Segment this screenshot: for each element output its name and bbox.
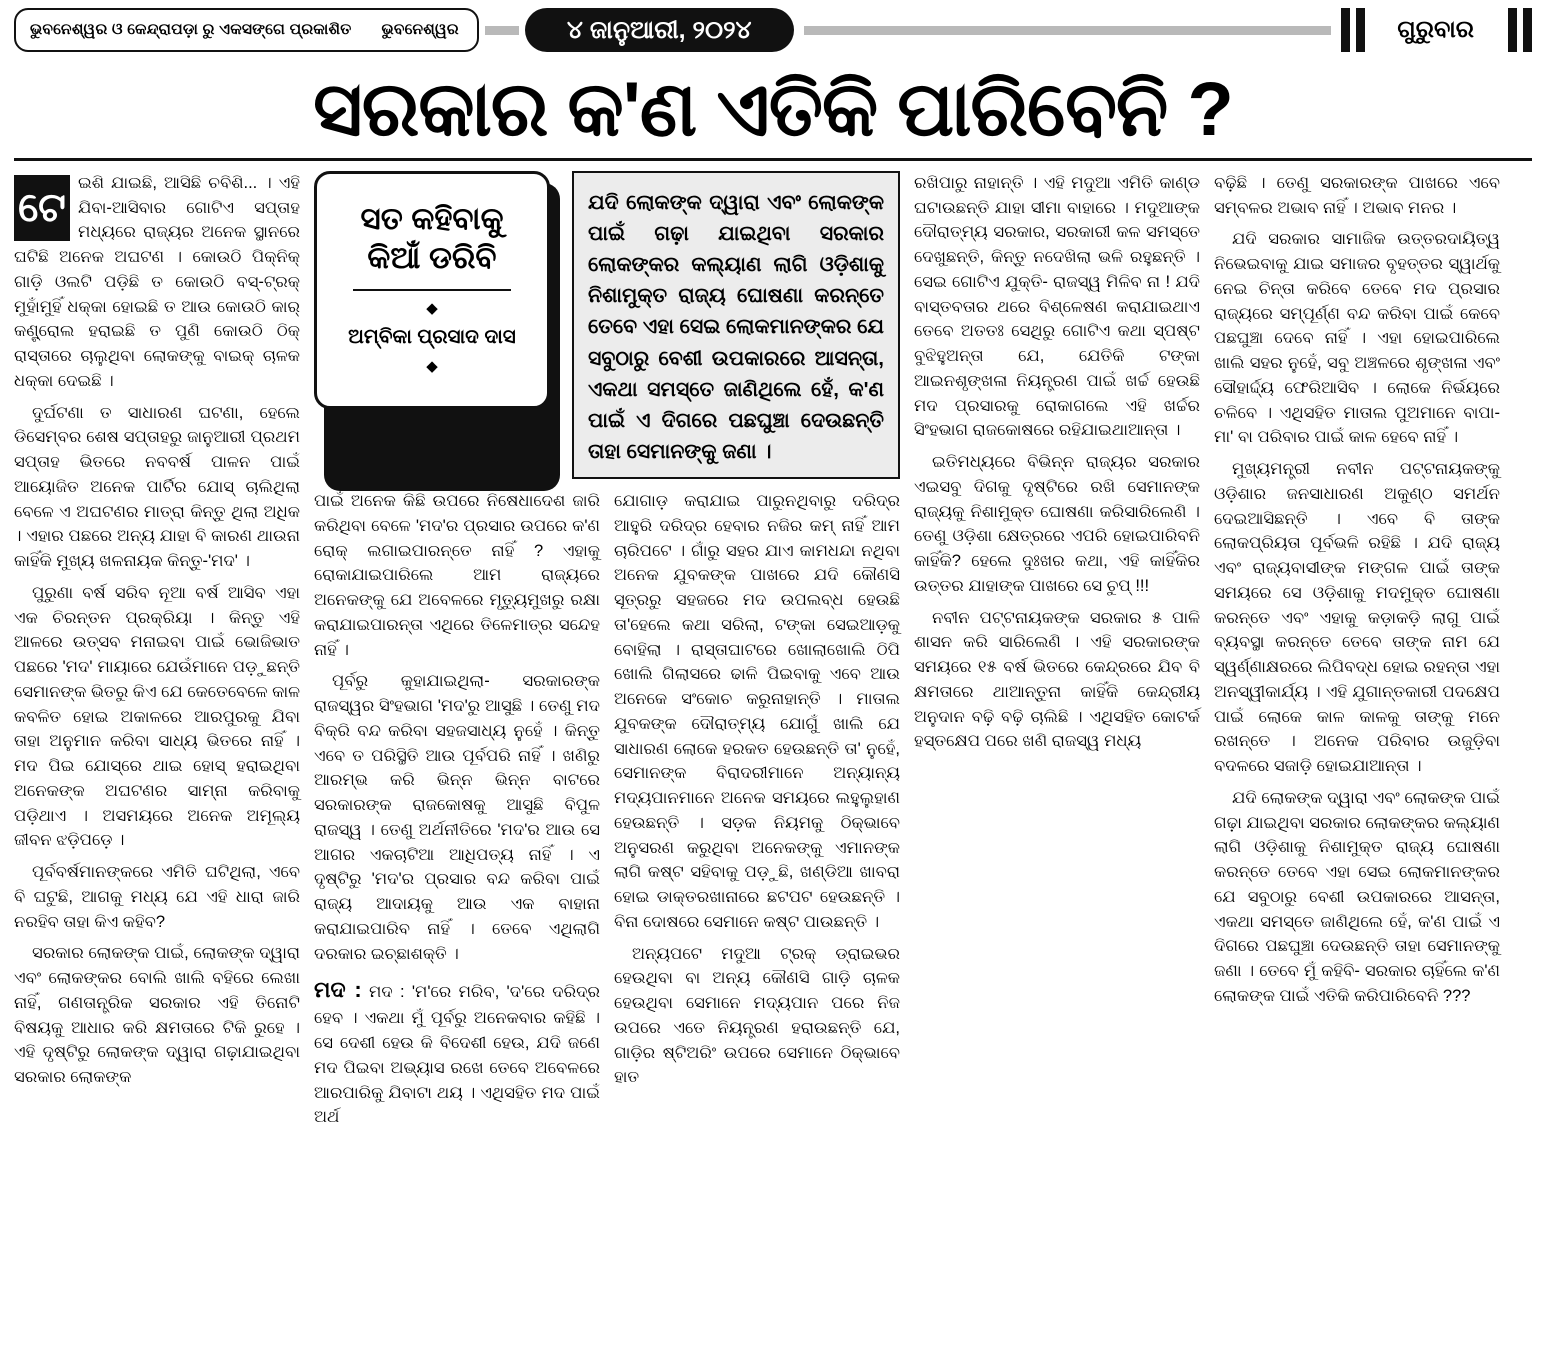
masthead-city: ଭୁବନେଶ୍ୱର bbox=[381, 21, 459, 38]
byline-wrapper bbox=[314, 171, 562, 479]
article-body bbox=[14, 171, 1532, 1301]
article-column-2 bbox=[314, 489, 600, 1137]
feature-header bbox=[314, 171, 900, 479]
paragraph: ମୁଖ୍ୟମନ୍ତ୍ରୀ ନବୀନ ପଟ୍ଟନାୟକଙ୍କୁ ଓଡ଼ିଶାର ଜନସାଧାରଣ ଅକୁଣ୍ଠ ସମର୍ଥନ ଦେଇଆସିଛନ୍ତି । ଏବେ ବି ତାଙ୍କ ଲୋକପ୍ରିୟତା ପୂର୍ବଭଳି ରହିଛି । ଯଦି ରାଜ୍ୟ ଏବଂ ରାଜ୍ୟବାସୀଙ୍କ ମଙ୍ଗଳ ପାଇଁ ତାଙ୍କ ସମୟରେ ସେ ଓଡ଼ିଶାକୁ ମଦମୁକ୍ତ ଘୋଷଣା କରନ୍ତେ ଏବଂ ଏହାକୁ କଡ଼ାକଡ଼ି ଲାଗୁ ପାଇଁ ବ୍ୟବସ୍ଥା କରନ୍ତେ ତେବେ ତାଙ୍କ ନାମ ଯେ ସ୍ୱର୍ଣ୍ଣାକ୍ଷରରେ ଲିପିବଦ୍ଧ ହୋଇ ରହନ୍ତା ଏହା ଅନସ୍ୱୀକାର୍ଯ୍ୟ । ଏହି ଯୁଗାନ୍ତକାରୀ ପଦକ୍ଷେପ ପାଇଁ ଲୋକେ କାଳ କାଳକୁ ତାଙ୍କୁ ମନେ ରଖନ୍ତେ । ଅନେକ ପରିବାର ଉଜୁଡ଼ିବା ବଦଳରେ ସଜାଡ଼ି ହୋଇଯାଆନ୍ତା । bbox=[1214, 460, 1500, 776]
paragraph: ସରକାର ଲୋକଙ୍କ ପାଇଁ, ଲୋକଙ୍କ ଦ୍ୱାରା ଏବଂ ଲୋକଙ୍କର ବୋଲି ଖାଲି ବହିରେ ଲେଖା ନାହିଁ, ଗଣତାନ୍ତ୍ରିକ ସରକାର ଏହି ତିନୋଟି ବିଷୟକୁ ଆଧାର କରି କ୍ଷମତାରେ ଟିକି ରୁହେ । ଏହି ଦୃଷ୍ଟିରୁ ଲୋକଙ୍କ ଦ୍ୱାରା ଗଢ଼ାଯାଇଥିବା ସରକାର ଲୋକଙ୍କ bbox=[14, 944, 300, 1087]
masthead-publication-text: ଭୁବନେଶ୍ୱର ଓ କେନ୍ଦ୍ରାପଡ଼ା ରୁ ଏକସଙ୍ଗେ ପ୍ରକାଶିତ bbox=[30, 21, 352, 38]
paragraph: ପୂର୍ବରୁ କୁହାଯାଇଥିଲା- ସରକାରଙ୍କ ରାଜସ୍ୱର ସିଂହଭାଗ 'ମଦ'ରୁ ଆସୁଛି । ତେଣୁ ମଦ ବିକ୍ରି ବନ୍ଦ କରିବା ସହଜସାଧ୍ୟ ନୁହେଁ । କିନ୍ତୁ ଏବେ ତ ପରିସ୍ଥିତି ଆଉ ପୂର୍ବପରି ନାହିଁ । ଖଣିରୁ ଆରମ୍ଭ କରି ଭିନ୍ନ ଭିନ୍ନ ବାଟରେ ସରକାରଙ୍କ ରାଜକୋଷକୁ ଆସୁଛି ବିପୁଳ ରାଜସ୍ୱ । ତେଣୁ ଅର୍ଥନୀତିରେ 'ମଦ'ର ଆଉ ସେ ଆଗର ଏକଚାଟିଆ ଆଧିପତ୍ୟ ନାହିଁ । ଏ ଦୃଷ୍ଟିରୁ 'ମଦ'ର ପ୍ରସାର ବନ୍ଦ କରିବା ପାଇଁ ରାଜ୍ୟ ଆଦାୟକୁ ଆଉ ଏକ ବାହାନା କରାଯାଇପାରିବ ନାହିଁ । ତେବେ ଏଥିଲାଗି ଦରକାର ଇଚ୍ଛାଶକ୍ତି । bbox=[314, 672, 600, 963]
masthead-date: ୪ ଜାନୁଆରୀ, ୨୦୨୪ bbox=[525, 8, 794, 52]
paragraph: ରଖିପାରୁ ନାହାନ୍ତି । ଏହି ମଦୁଆ ଏମିତି କାଣ୍ଡ ଘଟାଉଛନ୍ତି ଯାହା ସୀମା ବାହାରେ । ମଦୁଆଙ୍କ ଦୌରାତ୍ମ୍ୟ ସରକାର, ସରକାରୀ କଳ ସମସ୍ତେ ଦେଖୁଛନ୍ତି, କିନ୍ତୁ ନଦେଖିଲା ଭଳି ରହୁଛନ୍ତି । ସେଇ ଗୋଟିଏ ଯୁକ୍ତି- ରାଜସ୍ୱ ମିଳିବ ନା ! ଯଦି ବାସ୍ତବତାର ଥରେ ବିଶ୍ଳେଷଣ କରାଯାଇଥାଏ ତେବେ ଅତତଃ ସେଥିରୁ ଗୋଟିଏ କଥା ସ୍ପଷ୍ଟ ବୁଝିହୁଅନ୍ତା ଯେ, ଯେତିକି ଟଙ୍କା ଆଇନଶୃଙ୍ଖଳା ନିୟନ୍ତ୍ରଣ ପାଇଁ ଖର୍ଚ୍ଚ ହେଉଛି ମଦ ପ୍ରସାରକୁ ରୋକାଗଲେ ଏହି ଖର୍ଚ୍ଚର ସିଂହଭାଗ ରାଜକୋଷରେ ରହିଯାଇଥାଆନ୍ତା । bbox=[914, 173, 1200, 440]
article-column-5 bbox=[1214, 171, 1500, 1301]
paragraph-text: ମଦ : 'ମ'ରେ ମରିବ, 'ଦ'ରେ ଦରିଦ୍ର ହେବ । ଏକଥା ମୁଁ ପୂର୍ବରୁ ଅନେକବାର କହିଛି । ସେ ଦେଶୀ ହେଉ କି ବିଦେଶୀ ହେଉ, ଯଦି ଜଣେ ମଦ ପିଇବା ଅଭ୍ୟାସ ରଖେ ତେବେ ଅବେଳରେ ଆରପାରିକୁ ଯିବାଟା ଥୟ । ଏଥିସହିତ ମଦ ପାଇଁ ଅର୍ଥ bbox=[314, 983, 600, 1127]
article-column-1 bbox=[14, 171, 300, 1301]
paragraph: ଯଦି ଲୋକଙ୍କ ଦ୍ୱାରା ଏବଂ ଲୋକଙ୍କ ପାଇଁ ଗଢ଼ା ଯାଇଥିବା ସରକାର ଲୋକଙ୍କର କଲ୍ୟାଣ ଲାଗି ଓଡ଼ିଶାକୁ ନିଶାମୁକ୍ତ ରାଜ୍ୟ ଘୋଷଣା କରନ୍ତେ ତେବେ ଏହା ସେଇ ଲୋକମାନଙ୍କର ଯେ ସବୁଠାରୁ ବେଶୀ ଉପକାରରେ ଆସନ୍ତା, ଏକଥା ସମସ୍ତେ ଜାଣିଥିଲେ ହେଁ, କ'ଣ ପାଇଁ ଏ ଦିଗରେ ପଛଘୁଞ୍ଚା ଦେଉଛନ୍ତି ତାହା ସେମାନଙ୍କୁ ଜଣା । ତେବେ ମୁଁ କହିବି- ସରକାର ଚାହିଁଲେ କ'ଣ ଲୋକଙ୍କ ପାଇଁ ଏତିକି କରିପାରିବେନି ??? bbox=[1214, 788, 1500, 1005]
masthead-bar-4 bbox=[1523, 8, 1532, 52]
paragraph: ଦୁର୍ଘଟଣା ତ ସାଧାରଣ ଘଟଣା, ହେଲେ ଡିସେମ୍ବର ଶେଷ ସପ୍ତାହରୁ ଜାନୁଆରୀ ପ୍ରଥମ ସପ୍ତାହ ଭିତରେ ନବବର୍ଷ ପାଳନ ପାଇଁ ଆୟୋଜିତ ଅନେକ ପାର୍ଟିର ଯୋସ୍ ଚାଲିଥିଲା ବେଳେ ଏ ଅଘଟଣର ମାତ୍ରା କିନ୍ତୁ ଥିଲା ଅଧିକ । ଏହାର ପଛରେ ଅନ୍ୟ ଯାହା ବି କାରଣ ଥାଉନା କାହିଁକି ମୁଖ୍ୟ ଖଳନାୟକ କିନ୍ତୁ-'ମଦ' । bbox=[14, 403, 300, 571]
byline-divider-top bbox=[353, 289, 511, 291]
masthead-bars-right bbox=[1508, 8, 1532, 52]
paragraph: ନବୀନ ପଟ୍ଟନାୟକଙ୍କ ସରକାର ୫ ପାଳି ଶାସନ କରି ସାରିଲେଣି । ଏହି ସରକାରଙ୍କ ସମୟରେ ୧୫ ବର୍ଷ ଭିତରେ କେନ୍ଦ୍ରରେ ଯିବ ବି କ୍ଷମତାରେ ଥାଆନ୍ତୁନା କାହିଁକି କେନ୍ଦ୍ରୀୟ ଅନୁଦାନ ବଢ଼ି ବଢ଼ି ଚାଲିଛି । ଏଥିସହିତ କୋଟର୍କ ହସ୍ତକ୍ଷେପ ପରେ ଖଣି ରାଜସ୍ୱ ମଧ୍ୟ bbox=[914, 608, 1200, 751]
paragraph: ଯଦି ସରକାର ସାମାଜିକ ଉତ୍ତରଦାୟିତ୍ୱ ନିଭେଇବାକୁ ଯାଇ ସମାଜର ବୃହତ୍ତର ସ୍ୱାର୍ଥକୁ ନେଇ ଚିନ୍ତା କରିବେ ତେବେ ମଦ ପ୍ରସାର ରାଜ୍ୟରେ ସମ୍ପୂର୍ଣ୍ଣ ବନ୍ଦ କରିବା ପାଇଁ କେବେ ପଛଘୁଞ୍ଚା ଦେବେ ନାହିଁ । ଏହା ହୋଇପାରିଲେ ଖାଲି ସହର ନୁହେଁ, ସବୁ ଅଞ୍ଚଳରେ ଶୃଙ୍ଖଳା ଏବଂ ସୌହାର୍ଦ୍ଦ୍ୟ ଫେରିଆସିବ । ଲୋକେ ନିର୍ଭୟରେ ଚଳିବେ । ଏଥିସହିତ ମାତାଲ ପୁଅମାନେ ବାପା-ମା' ବା ପରିବାର ପାଇଁ କାଳ ହେବେ ନାହିଁ । bbox=[1214, 230, 1500, 447]
paragraph: ଇତିମଧ୍ୟରେ ବିଭିନ୍ନ ରାଜ୍ୟର ସରକାର ଏଇସବୁ ଦିଗକୁ ଦୃଷ୍ଟିରେ ରଖି ସେମାନଙ୍କ ରାଜ୍ୟକୁ ନିଶାମୁକ୍ତ ଘୋଷଣା କରିସାରିଲେଣି । ତେଣୁ ଓଡ଼ିଶା କ୍ଷେତ୍ରରେ ଏପରି ହୋଇପାରିବନି କାହିଁକି? ହେଲେ ଦୁଃଖର କଥା, ଏହି କାହିଁକିର ଉତ୍ତର ଯାହାଙ୍କ ପାଖରେ ସେ ଚୁପ୍ !!! bbox=[914, 453, 1200, 595]
masthead-rule-left bbox=[485, 26, 519, 35]
paragraph: ଇଶି ଯାଇଛି, ଆସିଛି ଚବିଶି... । ଏହି ଯିବା-ଆସିବାର ଗୋଟିଏ ସପ୍ତାହ ମଧ୍ୟରେ ରାଜ୍ୟର ଅନେକ ସ୍ଥାନରେ ଘଟିଛି ଅନେକ ଅଘଟଣ । କୋଉଠି ପିକ୍‌ନିକ୍ ଗାଡ଼ି ଓଲଟି ପଡ଼ିଛି ତ କୋଉଠି ବସ୍‌-ଟ୍ରକ୍ ମୁହାଁମୁହିଁ ଧକ୍କା ହୋଇଛି ତ ଆଉ କୋଉଠି କାର୍ କଣ୍ଟ୍ରୋଲ ହରାଇଛି ତ ପୁଣି କୋଉଠି ଠିକ୍ ରାସ୍ତାରେ ଚାଲୁଥିବା ଲୋକଙ୍କୁ ବାଇକ୍ ଚାଳକ ଧକ୍କା ଦେଇଛି । bbox=[14, 173, 300, 390]
paragraph: ପୁରୁଣା ବର୍ଷ ସରିବ ନୂଆ ବର୍ଷ ଆସିବ ଏହା ଏକ ଚିରନ୍ତନ ପ୍ରକ୍ରିୟା । କିନ୍ତୁ ଏହି ଆଳରେ ଉତ୍ସବ ମନାଇବା ପାଇଁ ଭୋଜିଭାତ ପଛରେ 'ମଦ' ମାୟାରେ ଯେଉଁମାନେ ପଡ଼ୁଛନ୍ତି ସେମାନଙ୍କ ଭିତରୁ କିଏ ଯେ କେତେବେଳେ କାଳ କବଳିତ ହୋଇ ଅକାଳରେ ଆରପୁରକୁ ଯିବା ତାହା ଅନୁମାନ କରିବା ସାଧ୍ୟ ଭିତରେ ନାହିଁ । ମଦ ପିଇ ଯୋସ୍‌ରେ ଥାଇ ହୋସ୍ ହରାଇଥିବା ଅନେକଙ୍କ ଅଘଟଣର ସାମ୍ନା କରିବାକୁ ପଡ଼ିଥାଏ । ଅସମୟରେ ଅନେକ ଅମୂଲ୍ୟ ଜୀବନ ଝଡ଼ିପଡ଼େ । bbox=[14, 583, 300, 850]
article-column-4 bbox=[914, 171, 1200, 1301]
feature-block bbox=[314, 171, 900, 1301]
masthead-publication-info bbox=[14, 8, 479, 52]
paragraph: ବଢ଼ିଛି । ତେଣୁ ସରକାରଙ୍କ ପାଖରେ ଏବେ ସମ୍ବଳର ଅଭାବ ନାହିଁ । ଅଭାବ ମନର । bbox=[1214, 173, 1500, 217]
author-name: ଅମ୍ବିକା ପ୍ରସାଦ ଦାସ bbox=[348, 326, 516, 349]
run-head: ମଦ : bbox=[314, 977, 362, 1003]
paragraph-with-runhead bbox=[314, 973, 600, 1130]
paragraph: ଅନ୍ୟପଟେ ମଦୁଆ ଟ୍ରକ୍ ଡ୍ରାଇଭର ହେଉଥିବା ବା ଅନ୍ୟ କୌଣସି ଗାଡ଼ି ଚାଳକ ହେଉଥିବା ସେମାନେ ମଦ୍ୟପାନ ପରେ ନିଜ ଉପରେ ଏତେ ନିୟନ୍ତ୍ରଣ ହରାଉଛନ୍ତି ଯେ, ଗାଡ଼ିର ଷ୍ଟିଅରିଂ ଉପରେ ସେମାନେ ଠିକ୍‌ଭାବେ ହାତ bbox=[614, 944, 900, 1087]
article-column-3 bbox=[614, 489, 900, 1137]
drop-cap: ଟେ bbox=[14, 175, 70, 241]
diamond-icon-bottom: ◆ bbox=[426, 358, 438, 376]
diamond-icon-top: ◆ bbox=[426, 300, 438, 318]
column-title bbox=[327, 200, 537, 278]
paragraph: ପାଇଁ ଅନେକ କିଛି ଉପରେ ନିଷେଧାଦେଶ ଜାରି କରିଥିବା ବେଳେ 'ମଦ'ର ପ୍ରସାର ଉପରେ କ'ଣ ରୋକ୍ ଲଗାଇପାରନ୍ତେ ନାହିଁ ? ଏହାକୁ ରୋକାଯାଇପାରିଲେ ଆମ ରାଜ୍ୟରେ ଅନେକଙ୍କୁ ଯେ ଅବେଳରେ ମୃତ୍ୟୁମୁଖରୁ ରକ୍ଷା କରାଯାଇପାରନ୍ତା ଏଥିରେ ତିଳେମାତ୍ର ସନ୍ଦେହ ନାହିଁ । bbox=[314, 492, 600, 659]
masthead-rule-right bbox=[804, 26, 1332, 35]
masthead-day: ଗୁରୁବାର bbox=[1397, 16, 1474, 43]
headline-divider bbox=[14, 158, 1532, 161]
masthead-bar-1 bbox=[1341, 8, 1350, 52]
column-title-line1: ସତ କହିବାକୁ bbox=[360, 200, 504, 236]
page-title: ସରକାର କ'ଣ ଏତିକି ପାରିବେନି ? bbox=[313, 67, 1233, 152]
masthead-bar-3 bbox=[1508, 8, 1517, 52]
masthead bbox=[14, 0, 1532, 60]
feature-columns bbox=[314, 489, 900, 1137]
column-byline-box bbox=[314, 171, 550, 410]
paragraph: ଯୋଗାଡ଼ କରାଯାଇ ପାରୁନଥିବାରୁ ଦରିଦ୍ର ଆହୁରି ଦରିଦ୍ର ହେବାର ନଜିର କମ୍ ନାହିଁ ଆମ ଚାରିପଟେ । ଗାଁରୁ ସହର ଯାଏ କାମଧନ୍ଦା ନଥିବା ଅନେକ ଯୁବକଙ୍କ ପାଖରେ ଯଦି କୌଣସି ସୂତ୍ରରୁ ସହଜରେ ମଦ ଉପଲବ୍ଧ ହେଉଛି ତା'ହେଲେ କଥା ସରିଲା, ଟଙ୍କା ସେଇଆଡ଼କୁ ବୋହିଲା । ରାସ୍ତାଘାଟରେ ଖୋଲାଖୋଲି ଠିପି ଖୋଲି ଗିଲାସରେ ଢାଳି ପିଇବାକୁ ଏବେ ଆଉ ଅନେକେ ସଂକୋଚ କରୁନାହାନ୍ତି । ମାତାଲ ଯୁବକଙ୍କ ଦୌରାତ୍ମ୍ୟ ଯୋଗୁଁ ଖାଲି ଯେ ସାଧାରଣ ଲୋକେ ହରକତ ହେଉଛନ୍ତି ତା' ନୁହେଁ, ସେମାନଙ୍କ ବିରାଦରୀମାନେ ଅନ୍ୟାନ୍ୟ ମଦ୍ୟପାନମାନେ ଅନେକ ସମୟରେ ଲହୁଲୁହାଣ ହେଉଛନ୍ତି । ସଡ଼କ ନିୟମକୁ ଠିକ୍‌ଭାବେ ଅନୁସରଣ କରୁଥିବା ଅନେକଙ୍କୁ ଏମାନଙ୍କ ଲାଗି କଷ୍ଟ ସହିବାକୁ ପଡ଼ୁଛି, ଖଣ୍ଡିଆ ଖାବରା ହୋଇ ଡାକ୍ତରଖାନାରେ ଛଟପଟ ହେଉଛନ୍ତି । ବିନା ଦୋଷରେ ସେମାନେ କଷ୍ଟ ପାଉଛନ୍ତି । bbox=[614, 492, 900, 931]
masthead-bar-2 bbox=[1356, 8, 1365, 52]
column-title-line2: କିଆଁ ଡରିବି bbox=[367, 239, 497, 275]
pull-quote: ଯଦି ଲୋକଙ୍କ ଦ୍ୱାରା ଏବଂ ଲୋକଙ୍କ ପାଇଁ ଗଢ଼ା ଯାଇଥିବା ସରକାର ଲୋକଙ୍କର କଲ୍ୟାଣ ଲାଗି ଓଡ଼ିଶାକୁ ନିଶାମୁକ୍ତ ରାଜ୍ୟ ଘୋଷଣା କରନ୍ତେ ତେବେ ଏହା ସେଇ ଲୋକମାନଙ୍କର ଯେ ସବୁଠାରୁ ବେଶୀ ଉପକାରରେ ଆସନ୍ତା, ଏକଥା ସମସ୍ତେ ଜାଣିଥିଲେ ହେଁ, କ'ଣ ପାଇଁ ଏ ଦିଗରେ ପଛଘୁଞ୍ଚା ଦେଉଛନ୍ତି ତାହା ସେମାନଙ୍କୁ ଜଣା । bbox=[572, 171, 900, 479]
paragraph: ପୂର୍ବବର୍ଷମାନଙ୍କରେ ଏମିତି ଘଟିଥିଲା, ଏବେ ବି ଘଟୁଛି, ଆଗକୁ ମଧ୍ୟ ଯେ ଏହି ଧାରା ଜାରି ନରହିବ ତାହା କିଏ କହିବ? bbox=[14, 863, 300, 931]
